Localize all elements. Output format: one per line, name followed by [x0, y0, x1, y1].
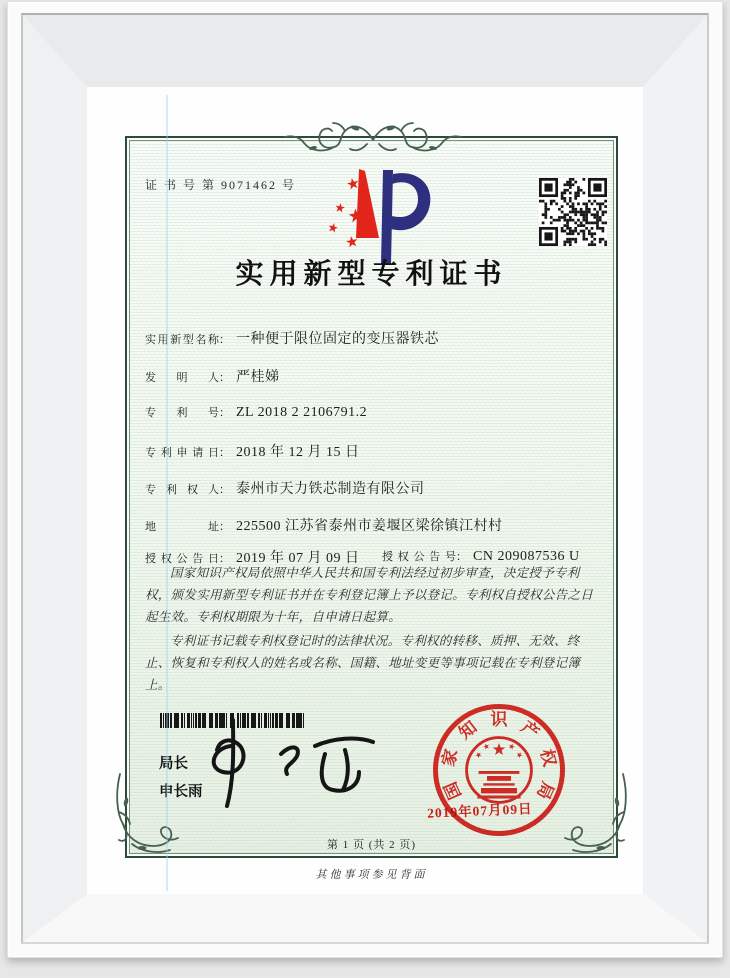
field-value: ZL 2018 2 2106791.2	[236, 405, 368, 420]
director-block	[159, 750, 203, 806]
field-value: 泰州市天力铁芯制造有限公司	[236, 482, 425, 497]
field-value: 225500 江苏省泰州市姜堰区梁徐镇江村村	[236, 519, 503, 534]
national-emblem-icon	[463, 734, 535, 806]
field-row-patentee: 专利权人： 泰州市天力铁芯制造有限公司	[145, 482, 425, 497]
page-number: 第 1 页 (共 2 页)	[326, 839, 417, 851]
director-name: 申长雨	[159, 784, 203, 800]
field-row-address: 地址： 225500 江苏省泰州市姜堰区梁徐镇江村村	[145, 519, 503, 534]
seal-character: 局	[532, 778, 558, 803]
seal-character: 知	[455, 717, 481, 743]
seal-date: 2019年07月09日	[426, 801, 533, 821]
seal-character: 家	[438, 747, 462, 769]
director-signature	[197, 716, 392, 811]
field-row-name: 实用新型名称： 一种便于限位固定的变压器铁芯	[145, 332, 439, 347]
field-label: 地址	[145, 521, 219, 533]
back-side-note: 其他事项参见背面	[315, 869, 428, 881]
field-label: 专利号	[145, 407, 219, 419]
field-label: 发明人	[145, 372, 219, 384]
qr-code	[539, 178, 607, 246]
field-label: 授权公告日	[145, 553, 219, 565]
director-title: 局长	[159, 756, 188, 772]
field-value: 严桂娣	[236, 370, 280, 385]
certificate-title: 实用新型专利证书	[235, 259, 508, 290]
field-row-grant: 授权公告日： 2019 年 07 月 09 日 授权公告号： CN 209087536 U	[145, 549, 580, 566]
field-label: 专利申请日	[145, 447, 219, 459]
field-row-filing-date: 专利申请日： 2018 年 12 月 15 日	[145, 445, 360, 460]
field-value: 2019 年 07 月 09 日	[236, 551, 360, 566]
certificate-number: 证 书 号 第 9071462 号	[145, 178, 297, 192]
certificate-body	[125, 136, 618, 858]
field-label: 实用新型名称	[145, 334, 219, 346]
field-value: 一种便于限位固定的变压器铁芯	[236, 332, 439, 347]
seal-character: 识	[490, 710, 508, 729]
seal-character: 权	[536, 747, 560, 769]
seal-character: 国	[440, 778, 466, 803]
grant-number-pair: 授权公告号： CN 209087536 U	[382, 549, 580, 564]
top-scroll-ornament	[283, 118, 463, 158]
paragraph: 专利证书记载专利权登记时的法律状况。专利权的转移、质押、无效、终止、恢复和专利权人的姓名或名称、国籍、地址变更等事项记载在专利登记簿上。	[145, 634, 581, 692]
paragraph: 国家知识产权局依照中华人民共和国专利法经过初步审查，决定授予专利权，颁发实用新型专利证书并在专利登记簿上予以登记。专利权自授权公告之日起生效。专利权期限为十年，自申请日起算。	[145, 566, 594, 624]
seal-character: 产	[517, 717, 543, 743]
legal-paragraphs	[145, 562, 603, 698]
field-row-patent-no: 专利号： ZL 2018 2 2106791.2	[145, 405, 368, 420]
field-row-inventor: 发明人： 严桂娣	[145, 370, 280, 385]
field-value: CN 209087536 U	[473, 549, 580, 564]
field-value: 2018 年 12 月 15 日	[236, 445, 360, 460]
field-label: 授权公告号	[382, 551, 456, 563]
field-label: 专利权人	[145, 484, 219, 496]
